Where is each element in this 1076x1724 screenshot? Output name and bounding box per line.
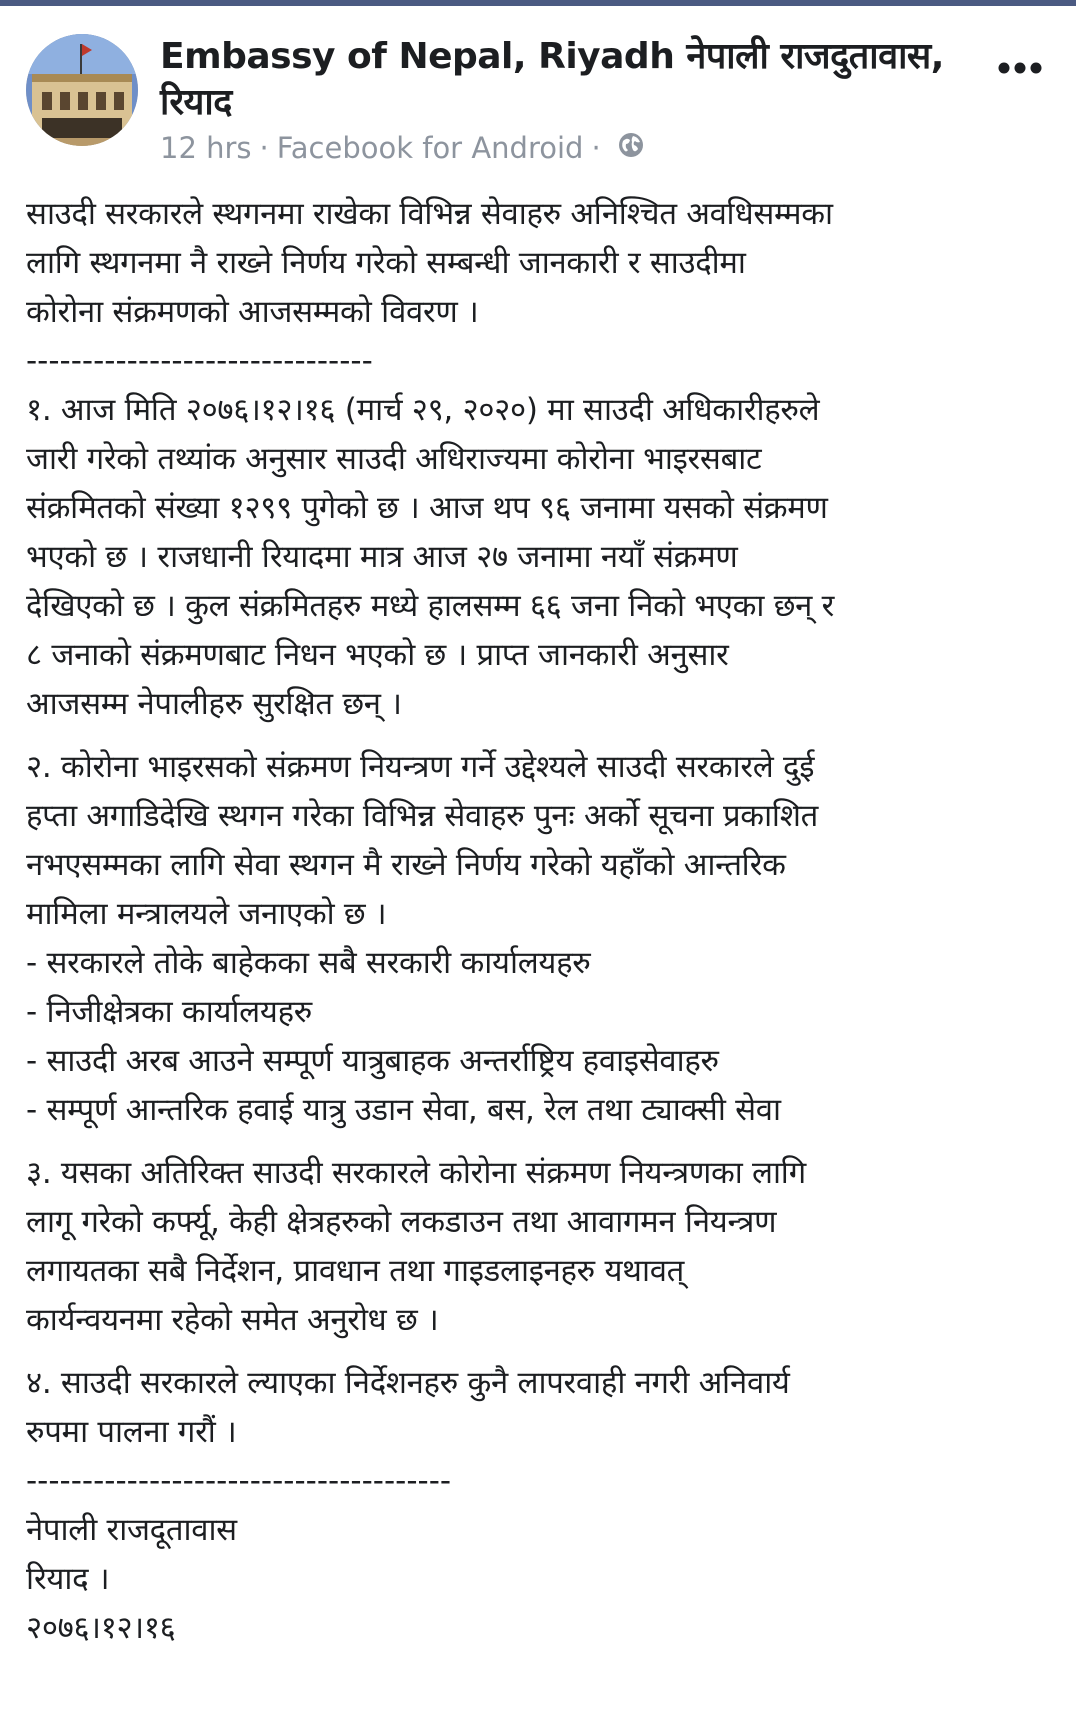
more-options-icon [998, 62, 1042, 74]
post-timestamp[interactable]: 12 hrs [160, 131, 252, 165]
post-paragraph-1: १. आज मिति २०७६।१२।१६ (मार्च २९, २०२०) मा साउदी अधिकारीहरुले जारी गरेको तथ्यांक अनुसार साउदी अधिराज्यमा कोरोना भाइरसबाट संक्रमितको संख्या १२९९ पुगेको छ । आज थप ९६ जनामा यसको संक्रमण भएको छ । राजधानी रियादमा मात्र आज २७ जनामा नयाँ संक्रमण देखिएको छ । कुल संक्रमितहरु मध्ये हालसम्म ६६ जना निको भएका छन् र ८ जनाको संक्रमणबाट निधन भएको छ । प्राप्त जानकारी अनुसार आजसम्म नेपालीहरु सुरक्षित छन् । [26, 392, 834, 722]
post-body [26, 190, 1056, 1653]
post-meta [160, 128, 645, 168]
post-paragraph-4: ४. साउदी सरकारले ल्याएका निर्देशनहरु कुनै लापरवाही नगरी अनिवार्य रुपमा पालना गरौं । [26, 1365, 790, 1450]
post-signature: नेपाली राजदूतावास रियाद । २०७६।१२।१६ [26, 1512, 237, 1646]
top-accent-bar [0, 0, 1076, 6]
post-source: Facebook for Android [276, 131, 584, 165]
post-paragraph-2: २. कोरोना भाइरसको संक्रमण नियन्त्रण गर्ने उद्देश्यले साउदी सरकारले दुई हप्ता अगाडिदेखि स्थगन गरेका विभिन्न सेवाहरु पुनः अर्को सूचना प्रकाशित नभएसम्मका लागि सेवा स्थगन मै राख्ने निर्णय गरेको यहाँको आन्तरिक मामिला मन्त्रालयले जनाएको छ । - सरकारले तोके बाहेकका सबै सरकारी कार्यालयहरु - निजीक्षेत्रका कार्यालयहरु - साउदी अरब आउने सम्पूर्ण यात्रुबाहक अन्तर्राष्ट्रिय हवाइसेवाहरु - सम्पूर्ण आन्तरिक हवाई यात्रु उडान सेवा, बस, रेल तथा ट्याक्सी सेवा [26, 749, 818, 1128]
page-avatar[interactable] [26, 34, 138, 146]
globe-icon[interactable] [617, 131, 645, 166]
divider-line: ------------------------------- [26, 343, 373, 379]
more-options-button[interactable] [990, 48, 1050, 88]
meta-separator: · [591, 131, 601, 165]
divider-line: -------------------------------------- [26, 1463, 452, 1499]
post-paragraph-3: ३. यसका अतिरिक्त साउदी सरकारले कोरोना संक्रमण नियन्त्रणका लागि लागू गरेको कर्फ्यू, केही क्षेत्रहरुको लकडाउन तथा आवागमन नियन्त्रण लगायतका सबै निर्देशन, प्रावधान तथा गाइडलाइनहरु यथावत् कार्यन्वयनमा रहेको समेत अनुरोध छ । [26, 1155, 806, 1338]
meta-separator: · [259, 131, 269, 165]
post-intro: साउदी सरकारले स्थगनमा राखेका विभिन्न सेवाहरु अनिश्चित अवधिसम्मका लागि स्थगनमा नै राख्ने निर्णय गरेको सम्बन्धी जानकारी र साउदीमा कोरोना संक्रमणको आजसम्मको विवरण । [26, 196, 833, 330]
avatar-image [26, 34, 138, 146]
page-name[interactable]: Embassy of Nepal, Riyadh नेपाली राजदुतावास, रियाद [160, 36, 944, 123]
